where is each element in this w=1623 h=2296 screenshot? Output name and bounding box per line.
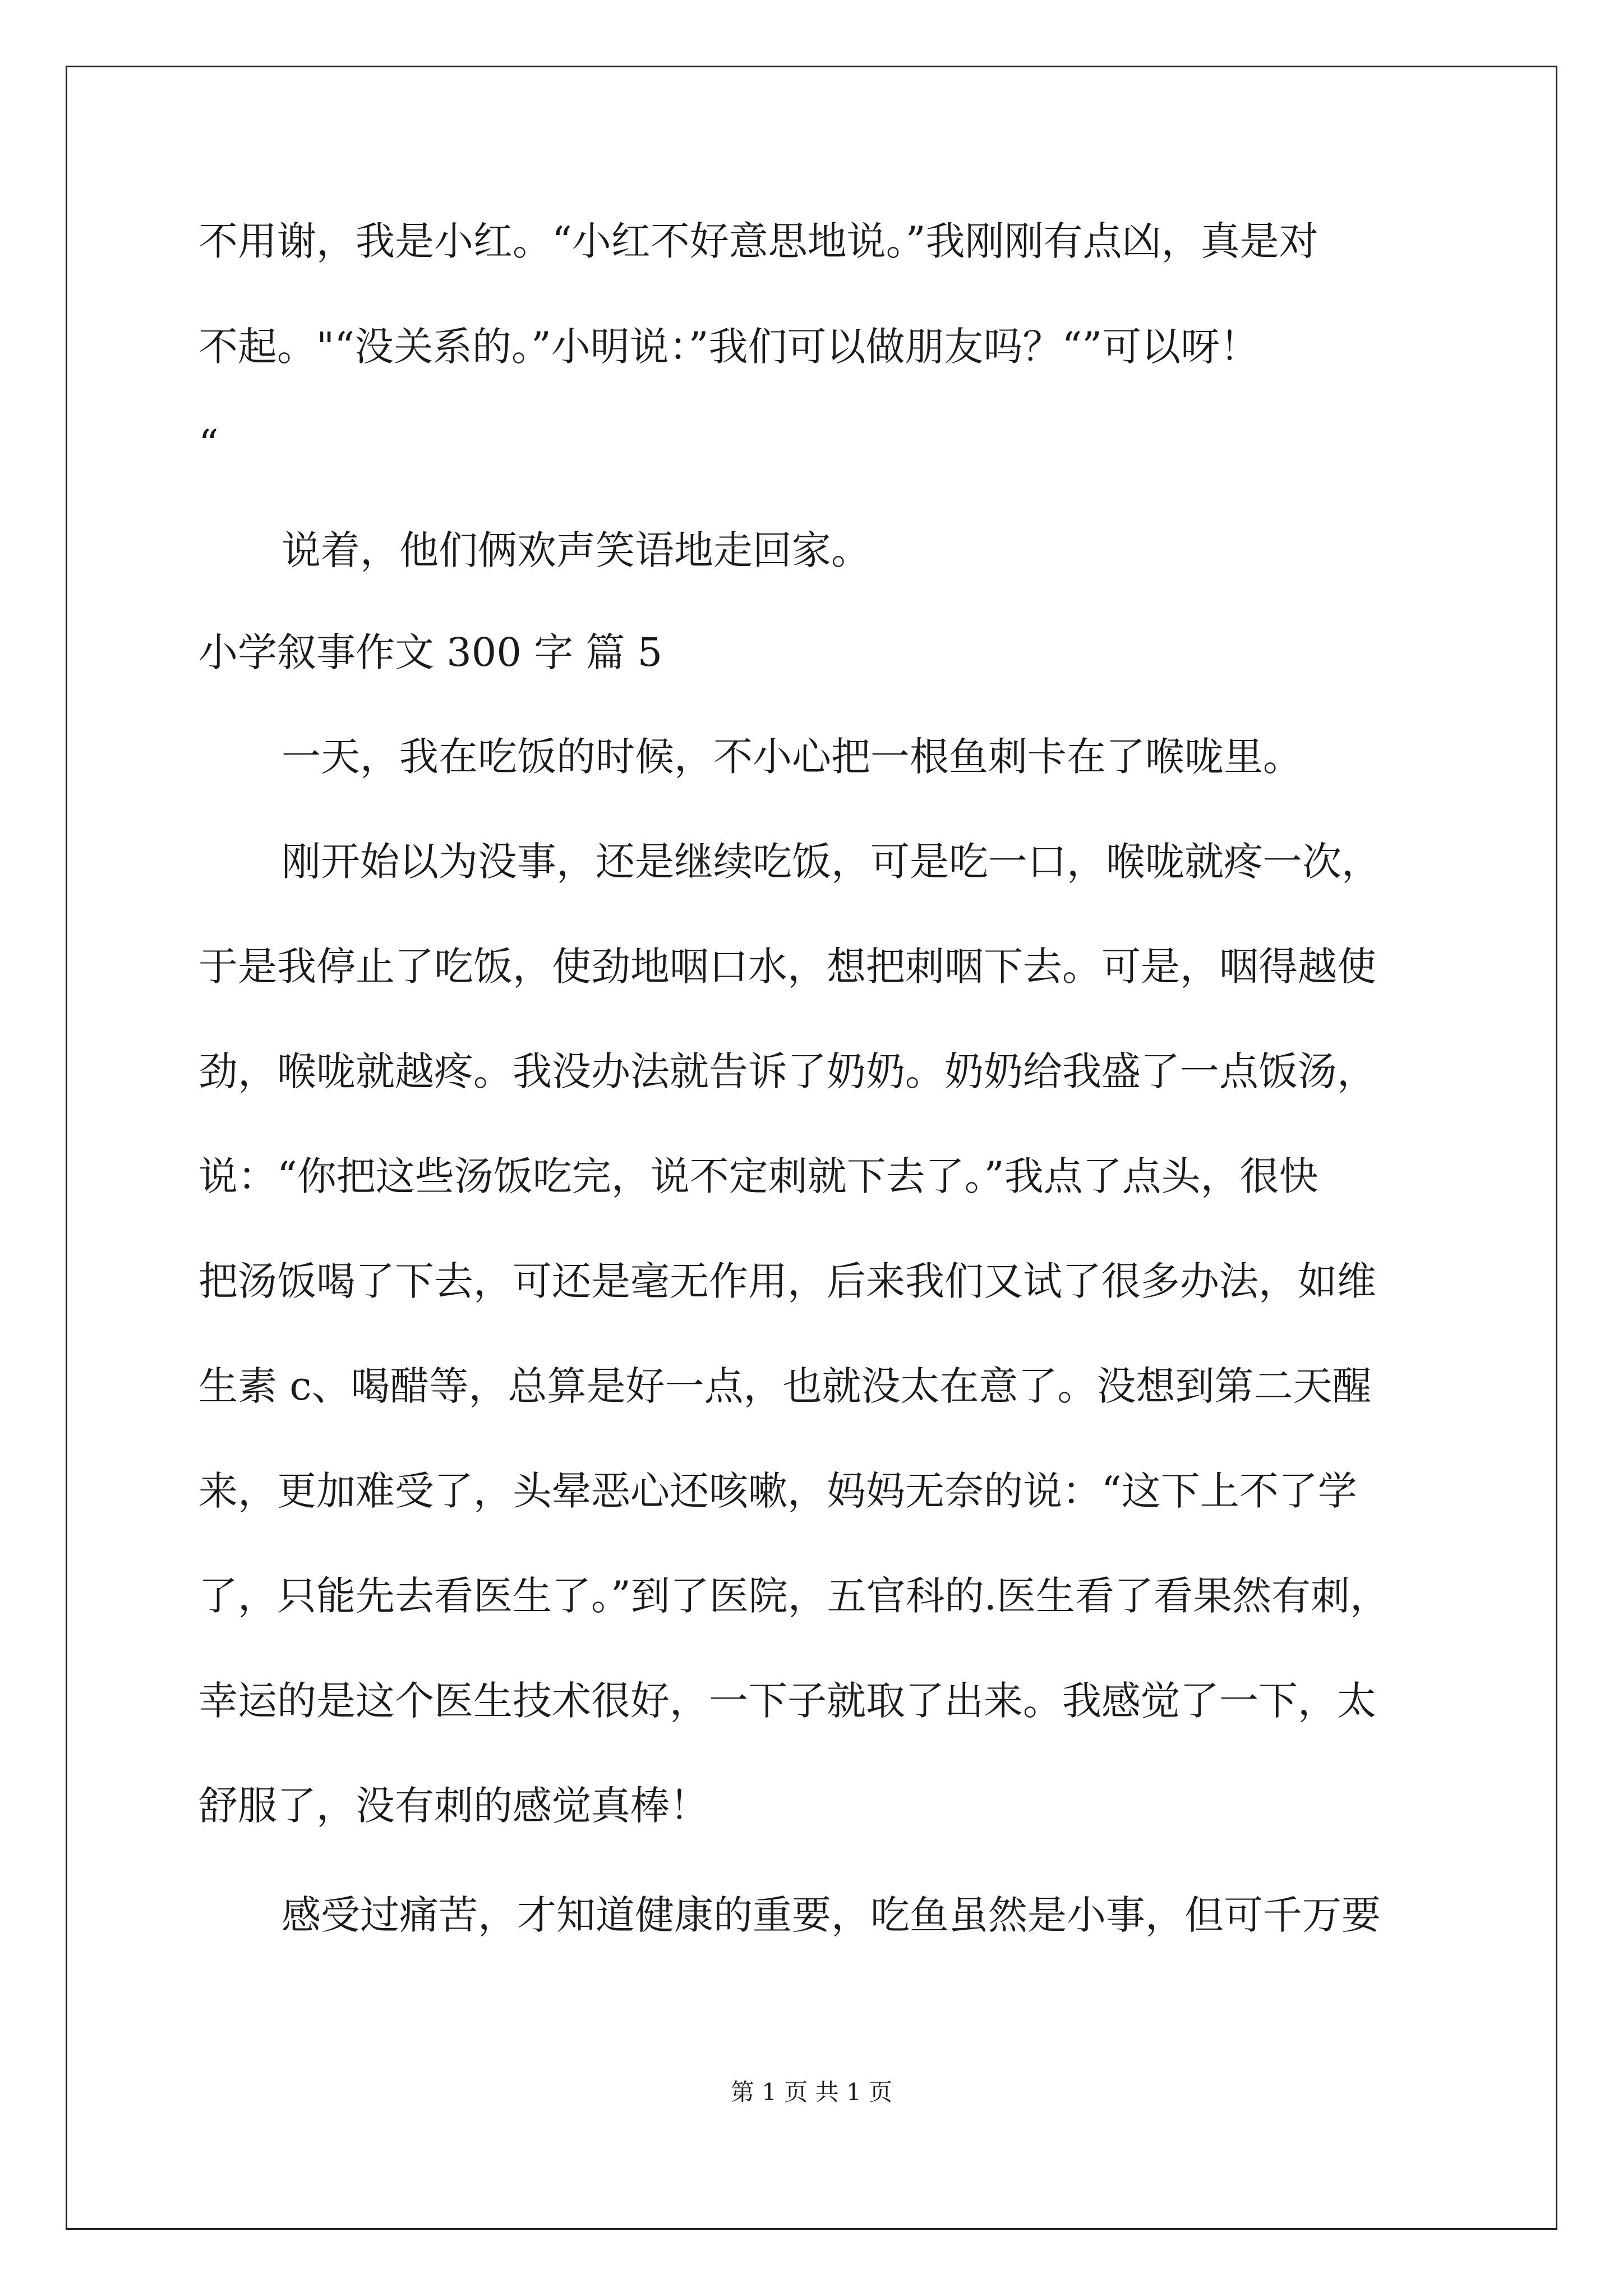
text-line: 不用谢，我是小红。“小红不好意思地说。”我刚刚有点凶，真是对 [199, 218, 1318, 264]
text-line: 幸运的是这个医生技术很好，一下子就取了出来。我感觉了一下，太 [199, 1678, 1376, 1724]
text-line: 来，更加难受了，头晕恶心还咳嗽，妈妈无奈的说：“这下上不了学 [199, 1468, 1357, 1514]
paragraph-line: 一天，我在吃饭的时候，不小心把一根鱼刺卡在了喉咙里。 [282, 734, 1302, 780]
text-line: 不起。"“没关系的。”小明说：”我们可以做朋友吗？“”可以呀！ [199, 324, 1260, 370]
paragraph-line: 感受过痛苦，才知道健康的重要，吃鱼虽然是小事，但可千万要 [282, 1892, 1381, 1938]
page-footer: 第 1 页 共 1 页 [730, 2078, 893, 2106]
section-heading: 小学叙事作文 300 字 篇 5 [199, 629, 663, 675]
paragraph-line: 说着，他们俩欢声笑语地走回家。 [282, 527, 870, 573]
paragraph-line: 刚开始以为没事，还是继续吃饭，可是吃一口，喉咙就疼一次， [282, 839, 1381, 885]
text-line: 生素 c、喝醋等，总算是好一点，也就没太在意了。没想到第二天醒 [199, 1363, 1372, 1409]
text-line: 于是我停止了吃饭，使劲地咽口水，想把刺咽下去。可是，咽得越使 [199, 944, 1376, 990]
text-line: 劲，喉咙就越疼。我没办法就告诉了奶奶。奶奶给我盛了一点饭汤， [199, 1048, 1376, 1094]
text-line: 说：“你把这些汤饭吃完，说不定刺就下去了。”我点了点头，很快 [199, 1153, 1318, 1199]
text-line: “ [199, 421, 219, 467]
text-line: 舒服了，没有刺的感觉真棒！ [199, 1783, 709, 1829]
text-line: 了，只能先去看医生了。”到了医院，五官科的.医生看了看果然有刺， [199, 1573, 1390, 1619]
text-line: 把汤饭喝了下去，可还是毫无作用，后来我们又试了很多办法，如维 [199, 1258, 1376, 1304]
